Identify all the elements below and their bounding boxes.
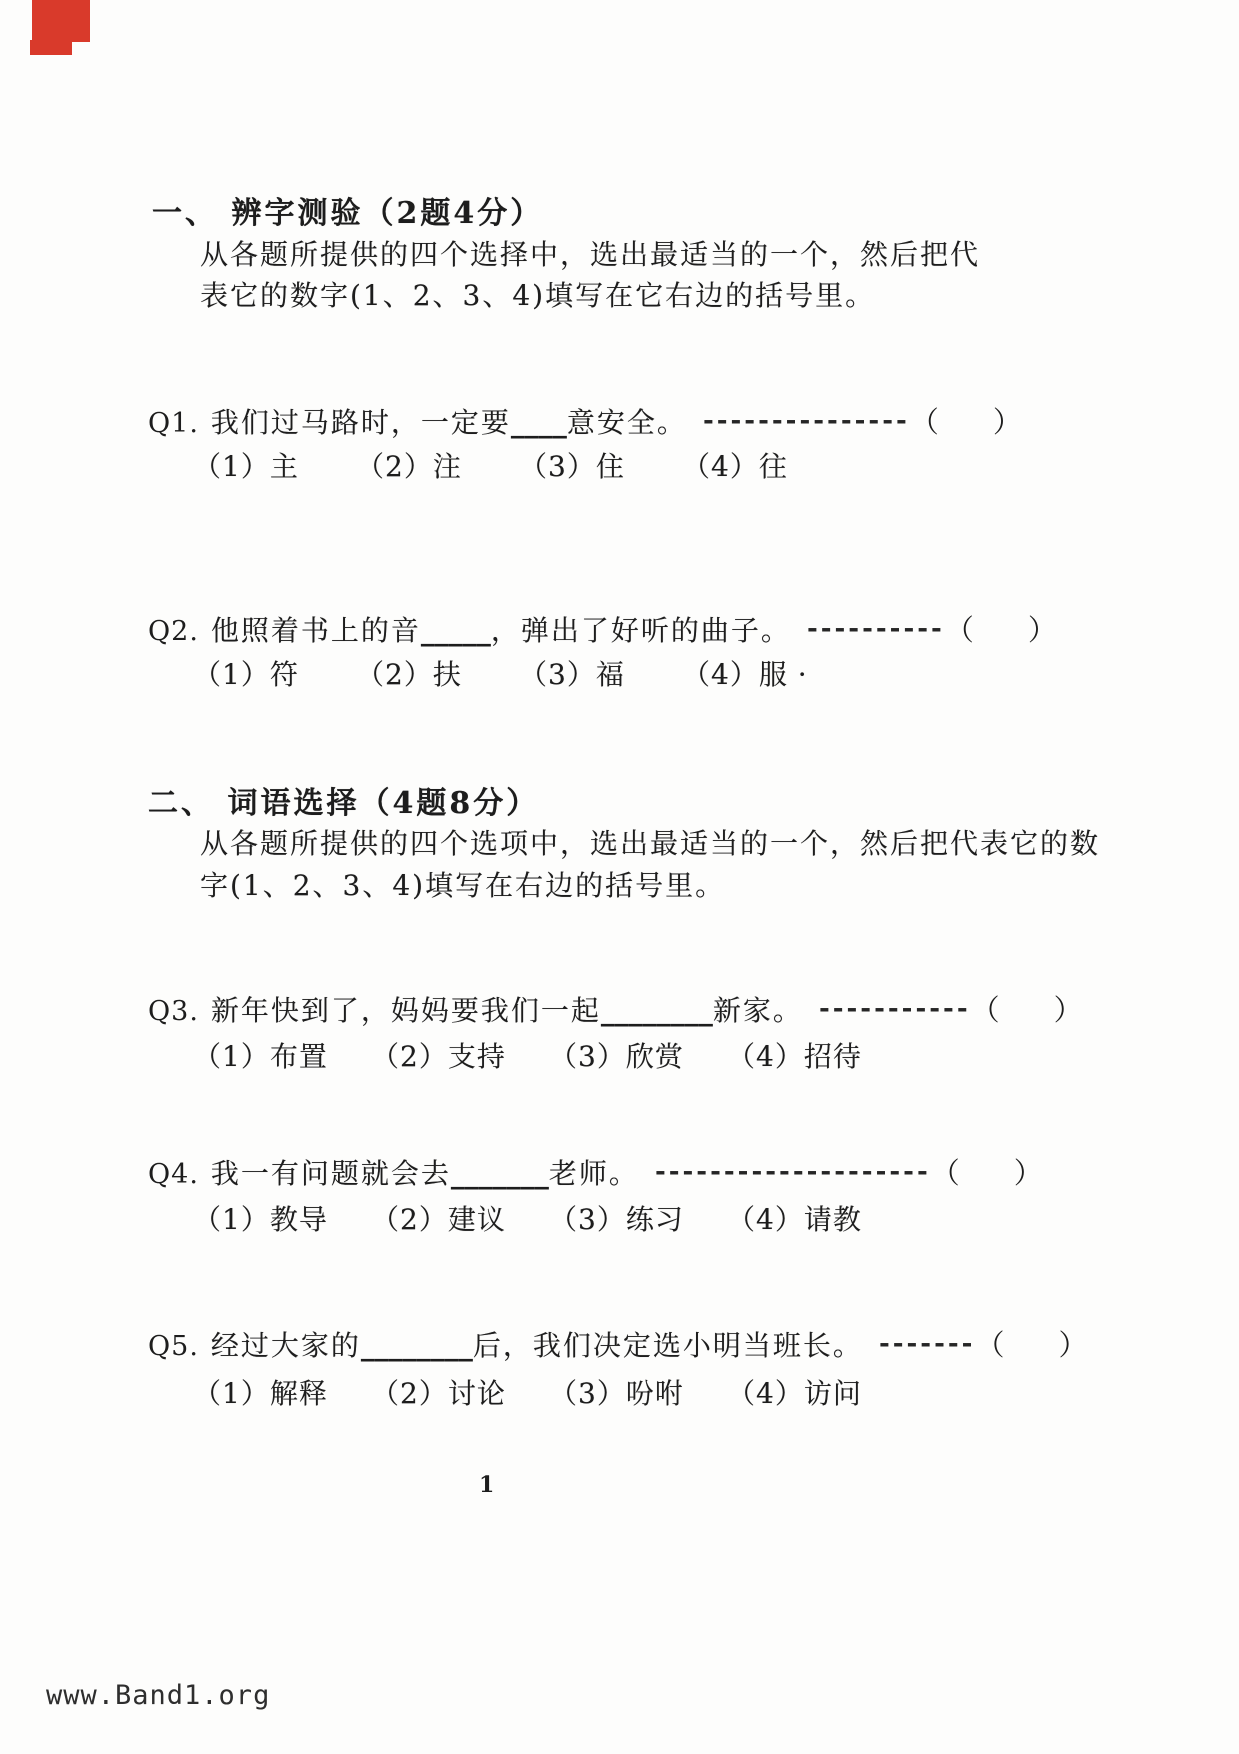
question-line-q5	[148, 1323, 1088, 1364]
question-stem-after: 后，我们决定选小明当班长。	[472, 1329, 863, 1362]
options-row-q1	[193, 445, 845, 485]
option-item: （4）访问	[727, 1377, 862, 1410]
option-item: （1）符	[193, 658, 299, 691]
section2-instruction-line2: 字(1、2、3、4)填写在右边的括号里。	[200, 869, 726, 902]
options-row-q3	[193, 1035, 905, 1075]
option-item: （2）注	[356, 450, 462, 483]
blank-line: ____	[510, 406, 567, 439]
answer-paren-open: （	[909, 405, 939, 439]
option-item: （3）练习	[549, 1203, 684, 1236]
option-item: （1）解释	[193, 1377, 328, 1410]
answer-bracket	[971, 988, 1083, 1029]
answer-bracket	[975, 1323, 1087, 1364]
option-item: （3）欣赏	[549, 1040, 684, 1073]
question-label: Q5.	[148, 1331, 199, 1362]
option-item: （3）吩咐	[549, 1377, 684, 1410]
answer-paren-open: （	[930, 1156, 960, 1190]
question-line-q4	[148, 1151, 1043, 1192]
option-item: （1）教导	[193, 1203, 328, 1236]
options-row-q5	[193, 1372, 905, 1412]
section2-instruction-line1: 从各题所提供的四个选项中，选出最适当的一个，然后把代表它的数	[200, 827, 1101, 860]
option-item: （1）主	[193, 450, 299, 483]
answer-paren-close: ）	[992, 405, 1022, 439]
options-row-q4	[193, 1198, 905, 1238]
blank-line: _____	[420, 614, 491, 647]
question-stem-after: 新家。	[712, 994, 803, 1027]
option-item: （2）讨论	[371, 1377, 506, 1410]
question-stem-after: 意安全。	[566, 406, 687, 439]
question-stem-before: 新年快到了，妈妈要我们一起	[210, 994, 601, 1027]
blank-line: ________	[360, 1329, 473, 1362]
section1-instruction-line1: 从各题所提供的四个选择中，选出最适当的一个，然后把代	[200, 238, 981, 271]
option-item: （3）住	[519, 450, 625, 483]
answer-paren-close: ）	[1013, 1156, 1043, 1190]
question-stem-after: 老师。	[548, 1157, 639, 1190]
question-line-q3	[148, 988, 1083, 1029]
question-label: Q3.	[148, 996, 199, 1027]
red-corner-mark	[32, 0, 90, 42]
watermark: www.Band1.org	[46, 1680, 271, 1711]
option-item: （2）支持	[371, 1040, 506, 1073]
answer-paren-open: （	[970, 993, 1000, 1027]
question-line-q1	[148, 400, 1022, 441]
answer-bracket	[910, 400, 1022, 441]
question-stem-before: 我们过马路时，一定要	[210, 406, 511, 439]
options-row-q2	[193, 653, 845, 693]
option-item: （4）招待	[727, 1040, 862, 1073]
answer-paren-close: ）	[1027, 613, 1057, 647]
option-item: （4）服 ·	[682, 658, 808, 691]
section1-heading: 一、 辨字测验（2题4分）	[152, 196, 544, 231]
question-stem-after: ，弹出了好听的曲子。	[490, 614, 791, 647]
section1-instruction-line2: 表它的数字(1、2、3、4)填写在它右边的括号里。	[200, 279, 876, 312]
blank-line: ________	[600, 994, 713, 1027]
option-item: （4）请教	[727, 1203, 862, 1236]
dash-leader: ---------------	[702, 405, 910, 436]
question-label: Q2.	[148, 616, 199, 647]
option-item: （2）建议	[371, 1203, 506, 1236]
dash-leader: -----------	[818, 993, 971, 1024]
option-item: （1）布置	[193, 1040, 328, 1073]
red-corner-mark-fragment	[30, 40, 72, 55]
page-number: 1	[479, 1472, 495, 1498]
question-stem-before: 我一有问题就会去	[210, 1157, 451, 1190]
question-line-q2	[148, 608, 1057, 649]
dash-leader: -------	[878, 1328, 976, 1359]
question-stem-before: 经过大家的	[210, 1329, 361, 1362]
dash-leader: ----------	[806, 613, 945, 644]
answer-paren-close: ）	[1053, 993, 1083, 1027]
section2-heading: 二、 词语选择（4题8分）	[148, 786, 540, 821]
question-label: Q4.	[148, 1159, 199, 1190]
answer-paren-open: （	[975, 1328, 1005, 1362]
option-item: （2）扶	[356, 658, 462, 691]
option-item: （4）往	[682, 450, 788, 483]
question-stem-before: 他照着书上的音	[210, 614, 421, 647]
dash-leader: --------------------	[654, 1156, 931, 1187]
answer-bracket	[931, 1151, 1043, 1192]
blank-line: _______	[450, 1157, 549, 1190]
answer-bracket	[945, 608, 1057, 649]
question-label: Q1.	[148, 408, 199, 439]
answer-paren-close: ）	[1058, 1328, 1088, 1362]
option-item: （3）福	[519, 658, 625, 691]
answer-paren-open: （	[944, 613, 974, 647]
